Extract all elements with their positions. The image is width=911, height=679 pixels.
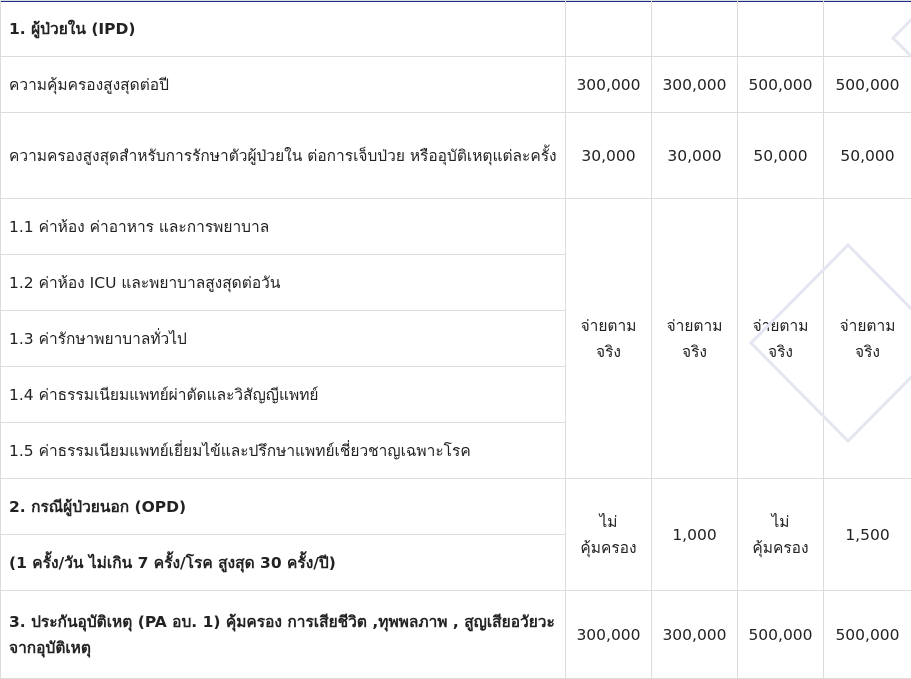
plan-1-actual-pay: จ่ายตามจริง: [566, 199, 652, 479]
sub-item-general-treatment: 1.3 ค่ารักษาพยาบาลทั่วไป: [1, 311, 566, 367]
plan-2-actual-pay: จ่ายตามจริง: [652, 199, 738, 479]
pa-section-heading: 3. ประกันอุบัติเหตุ (PA อบ. 1) คุ้มครอง การเสียชีวิต ,ทุพพลภาพ , สูญเสียอวัยวะ จากอุบัติเหตุ: [1, 591, 566, 679]
table-row-max-per-illness: [1, 113, 911, 199]
plan-2-value: 300,000: [652, 57, 738, 113]
sub-item-room-food-nursing: 1.1 ค่าห้อง ค่าอาหาร และการพยาบาล: [1, 199, 566, 255]
empty-cell: [824, 1, 911, 57]
plan-2-opd-value: 1,000: [652, 479, 738, 591]
table-row-sub-item: [1, 199, 911, 255]
sub-item-surgeon-fee: 1.4 ค่าธรรมเนียมแพทย์ผ่าตัดและวิสัญญีแพทย์: [1, 367, 566, 423]
plan-4-value: 500,000: [824, 57, 911, 113]
plan-2-pa-value: 300,000: [652, 591, 738, 679]
table-row-max-per-year: [1, 57, 911, 113]
plan-1-value: 30,000: [566, 113, 652, 199]
plan-3-opd-value: ไม่คุ้มครอง: [738, 479, 824, 591]
sub-item-doctor-visit-fee: 1.5 ค่าธรรมเนียมแพทย์เยี่ยมไข้และปรึกษาแพทย์เชี่ยวชาญเฉพาะโรค: [1, 423, 566, 479]
max-per-illness-label: ความครองสูงสุดสำหรับการรักษาตัวผู้ป่วยใน ต่อการเจ็บป่วย หรืออุบัติเหตุแต่ละครั้ง: [1, 113, 566, 199]
empty-cell: [566, 1, 652, 57]
plan-3-pa-value: 500,000: [738, 591, 824, 679]
opd-section-heading: 2. กรณีผู้ป่วยนอก (OPD): [1, 479, 566, 535]
plan-1-pa-value: 300,000: [566, 591, 652, 679]
plan-4-actual-pay: จ่ายตามจริง: [824, 199, 911, 479]
plan-4-opd-value: 1,500: [824, 479, 911, 591]
empty-cell: [652, 1, 738, 57]
plan-1-opd-value: ไม่คุ้มครอง: [566, 479, 652, 591]
plan-3-value: 500,000: [738, 57, 824, 113]
plan-1-value: 300,000: [566, 57, 652, 113]
max-per-year-label: ความคุ้มครองสูงสุดต่อปี: [1, 57, 566, 113]
plan-3-value: 50,000: [738, 113, 824, 199]
table-row-ipd-header: [1, 1, 911, 57]
plan-4-pa-value: 500,000: [824, 591, 911, 679]
opd-limit-note: (1 ครั้ง/วัน ไม่เกิน 7 ครั้ง/โรค สูงสุด 30 ครั้ง/ปี): [1, 535, 566, 591]
sub-item-icu-room: 1.2 ค่าห้อง ICU และพยาบาลสูงสุดต่อวัน: [1, 255, 566, 311]
plan-2-value: 30,000: [652, 113, 738, 199]
table-row-pa: [1, 591, 911, 679]
plan-4-value: 50,000: [824, 113, 911, 199]
ipd-section-heading: 1. ผู้ป่วยใน (IPD): [1, 1, 566, 57]
table-row-opd: [1, 479, 911, 535]
plan-3-actual-pay: จ่ายตามจริง: [738, 199, 824, 479]
empty-cell: [738, 1, 824, 57]
